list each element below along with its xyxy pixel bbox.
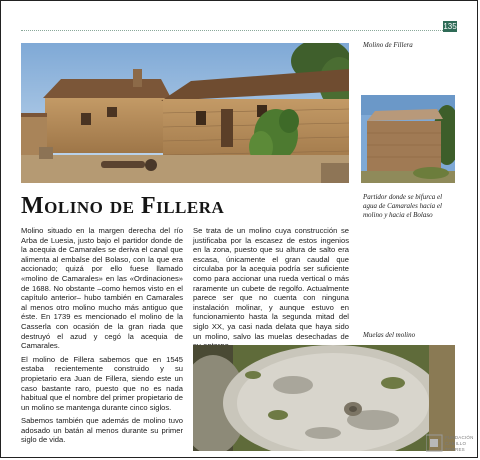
paragraph: El molino de Fillera sabemos que en 1545 estaba recientemente construido y su propietario era Juan de Fillera, siendo este un caso bastante raro, puesto que no es nada habitual que el nombre del primer propietario de un molino se mantenga durante cinco siglos. xyxy=(21,354,183,412)
millstones-photo xyxy=(193,345,455,451)
watermark-line: TORRES xyxy=(445,447,465,452)
watermark-line: FUNDACIÓN xyxy=(445,435,474,440)
partidor-photo xyxy=(361,95,455,183)
mill-building-illustration xyxy=(21,43,349,183)
partidor-illustration xyxy=(361,95,455,183)
text-column-right xyxy=(193,226,349,355)
millstone-caption: Muelas del molino xyxy=(363,331,416,339)
text-column-left xyxy=(21,226,183,449)
watermark-line: CAMILLO xyxy=(445,441,467,446)
page-number: 135 xyxy=(443,22,457,31)
header-rule xyxy=(21,30,451,31)
paragraph: Se trata de un molino cuya construcción se justificaba por la escasez de estos ingenios en la zona, puesto que su altura de salto era escasa, únicamente el gran caudal que circulaba por la acequia podría ser suficiente como para accionar una rueda vertical o más raramente un cubete de regolfo. Actualmente parece ser que no cuenta con ninguna instalación molinar, y aunque estuvo en funcionamiento hasta la segunda mitad del siglo XX, ya casi nada delata que haya sido un molino, salvo las muelas desechadas de xyxy=(193,226,349,341)
millstones-illustration xyxy=(193,345,455,451)
article-title: Molino de Fillera xyxy=(21,193,225,219)
running-title: Molino de Fillera xyxy=(363,41,413,49)
paragraph: Molino situado en la margen derecha del río Arba de Luesia, justo bajo el partidor donde de la acequia de Camarales se deriva el canal que alimenta al embalse del Bolaso, con la que era accionado; quizá por ello fuese llamado «molino de Camarales» en las «Ordinaciones» de 1688. No obstante –como hemos visto en el capítulo anterior– hubo también en Camarales al menos otro molino mucho más antiguo que éste. En 1739 es mencionado el molino de la Casserla con ocasión de la gran riada que destruyó el azud y cegó la acequia de Camarales. xyxy=(21,226,183,351)
paragraph: Sabemos también que además de molino tuvo adosado un batán al menos durante su primer siglo de vida. xyxy=(21,416,183,445)
mill-building-photo xyxy=(21,43,349,183)
partidor-caption: Partidor donde se bifurca el agua de Camarales hacia el molino y hacia el Bolaso xyxy=(363,193,443,219)
